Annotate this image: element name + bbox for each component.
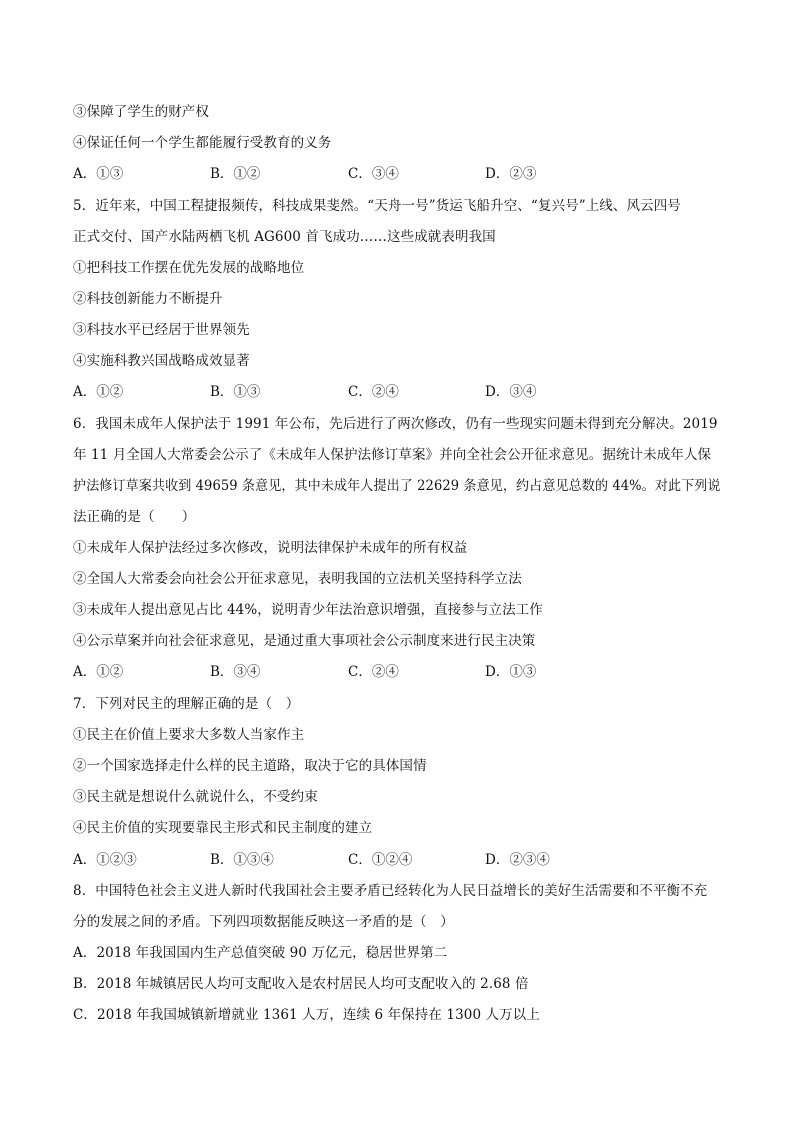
q5-item-1: ①把科技工作摆在优先发展的战略地位 <box>73 260 305 276</box>
q6-option-d: D．①③ <box>485 664 537 680</box>
q5-option-c: C．②④ <box>348 384 399 400</box>
q6-item-3: ③未成年人提出意见占比 44%，说明青少年法治意识增强，直接参与立法工作 <box>73 602 543 618</box>
q4-item-4: ④保证任何一个学生都能履行受教育的义务 <box>73 135 332 151</box>
q8-option-b: B．2018 年城镇居民人均可支配收入是农村居民人均可支配收入的 2.68 倍 <box>73 976 529 992</box>
q6-stem-line-2: 年 11 月全国人大常委会公示了《未成年人保护法修订草案》并向全社会公开征求意见。据统计未成年人保 <box>73 447 712 463</box>
q5-option-d: D．③④ <box>485 384 537 400</box>
q7-item-3: ③民主就是想说什么就说什么，不受约束 <box>73 789 318 805</box>
q4-option-b: B．①② <box>210 166 261 182</box>
q4-option-a: A．①③ <box>73 166 124 182</box>
q7-option-d: D．②③④ <box>485 852 550 868</box>
q7-option-a: A．①②③ <box>73 852 137 868</box>
q7-stem: 7．下列对民主的理解正确的是（ ） <box>73 696 300 712</box>
q6-stem-line-4: 法正确的是（ ） <box>73 509 196 525</box>
q5-item-3: ③科技水平已经居于世界领先 <box>73 322 250 338</box>
q7-item-1: ①民主在价值上要求大多数人当家作主 <box>73 727 305 743</box>
q4-option-d: D．②③ <box>485 166 537 182</box>
q6-stem-line-3: 护法修订草案共收到 49659 条意见，其中未成年人提出了 22629 条意见，约占意见总数的 44%。对此下列说 <box>73 478 721 494</box>
q6-option-b: B．③④ <box>210 664 261 680</box>
q8-option-a: A．2018 年我国国内生产总值突破 90 万亿元，稳居世界第二 <box>73 945 448 961</box>
q7-item-4: ④民主价值的实现要靠民主形式和民主制度的建立 <box>73 820 373 836</box>
q5-option-a: A．①② <box>73 384 124 400</box>
q6-stem-line-1: 6．我国未成年人保护法于 1991 年公布，先后进行了两次修改，仍有一些现实问题未得到充分解决。2019 <box>73 416 718 432</box>
q6-option-c: C．②④ <box>348 664 399 680</box>
q5-item-2: ②科技创新能力不断提升 <box>73 291 223 307</box>
q5-item-4: ④实施科教兴国战略成效显著 <box>73 353 250 369</box>
q5-stem-line-2: 正式交付、国产水陆两栖飞机 AG600 首飞成功……这些成就表明我国 <box>73 229 496 245</box>
q7-item-2: ②一个国家选择走什么样的民主道路，取决于它的具体国情 <box>73 758 427 774</box>
q5-option-b: B．①③ <box>210 384 261 400</box>
q5-stem-line-1: 5．近年来，中国工程捷报频传，科技成果斐然。“天舟一号”货运飞船升空、“复兴号”上线、风云四号 <box>73 198 681 214</box>
q8-option-c: C．2018 年我国城镇新增就业 1361 人万，连续 6 年保持在 1300 人万以上 <box>73 1007 540 1023</box>
q7-option-b: B．①③④ <box>210 852 274 868</box>
q6-item-2: ②全国人大常委会向社会公开征求意见，表明我国的立法机关坚持科学立法 <box>73 571 522 587</box>
q6-option-a: A．①② <box>73 664 124 680</box>
q6-item-1: ①未成年人保护法经过多次修改，说明法律保护未成年的所有权益 <box>73 540 468 556</box>
q8-stem-line-2: 分的发展之间的矛盾。下列四项数据能反映这一矛盾的是（ ） <box>73 914 454 930</box>
q7-option-c: C．①②④ <box>348 852 413 868</box>
q4-item-3: ③保障了学生的财产权 <box>73 104 209 120</box>
q8-stem-line-1: 8．中国特色社会主义进人新时代我国社会主要矛盾已经转化为人民日益增长的美好生活需要和不平衡不充 <box>73 883 708 899</box>
q6-item-4: ④公示草案并向社会征求意见，是通过重大事项社会公示制度来进行民主决策 <box>73 633 536 649</box>
q4-option-c: C．③④ <box>348 166 399 182</box>
